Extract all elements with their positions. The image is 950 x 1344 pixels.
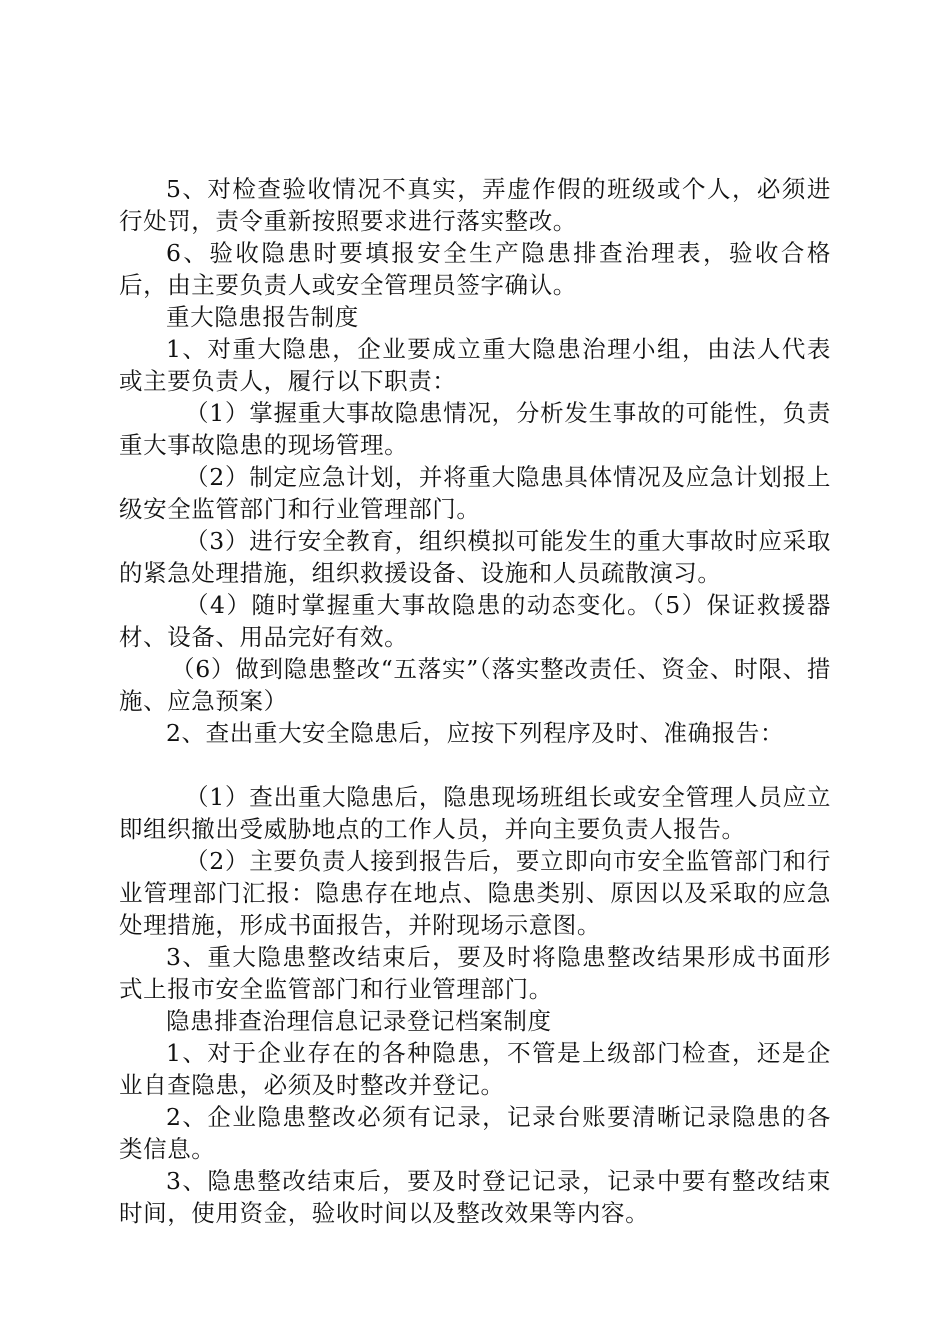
section-heading-record-archive: 隐患排查治理信息记录登记档案制度 bbox=[166, 1007, 552, 1035]
paragraph-duty-4-5: （4）随时掌握重大事故隐患的动态变化。（5）保证救援器材、设备、用品完好有效。 bbox=[119, 591, 831, 651]
paragraph-item-6: 6、验收隐患时要填报安全生产隐患排查治理表，验收合格后，由主要负责人或安全管理员签字确认。 bbox=[119, 239, 831, 299]
paragraph-record-1: 1、对于企业存在的各种隐患，不管是上级部门检查，还是企业自查隐患，必须及时整改并登记。 bbox=[119, 1039, 831, 1099]
paragraph-duty-1: （1）掌握重大事故隐患情况，分析发生事故的可能性，负责重大事故隐患的现场管理。 bbox=[119, 399, 831, 459]
document-body bbox=[119, 173, 831, 1229]
paragraph-item-5: 5、对检查验收情况不真实，弄虚作假的班级或个人，必须进行处罚，责令重新按照要求进行落实整改。 bbox=[119, 175, 831, 235]
paragraph-major-hazard-2: 2、查出重大安全隐患后，应按下列程序及时、准确报告： bbox=[166, 719, 785, 747]
paragraph-duty-2: （2）制定应急计划，并将重大隐患具体情况及应急计划报上级安全监管部门和行业管理部门。 bbox=[119, 463, 831, 523]
paragraph-duty-3: （3）进行安全教育，组织模拟可能发生的重大事故时应采取的紧急处理措施，组织救援设备、设施和人员疏散演习。 bbox=[119, 527, 831, 587]
paragraph-record-2: 2、企业隐患整改必须有记录，记录台账要清晰记录隐患的各类信息。 bbox=[119, 1103, 831, 1163]
paragraph-record-3: 3、隐患整改结束后，要及时登记记录，记录中要有整改结束时间，使用资金，验收时间以及整改效果等内容。 bbox=[119, 1167, 831, 1227]
blank-line bbox=[119, 749, 831, 781]
paragraph-major-hazard-1: 1、对重大隐患，企业要成立重大隐患治理小组，由法人代表或主要负责人，履行以下职责： bbox=[119, 335, 831, 395]
paragraph-report-step-1: （1）查出重大隐患后，隐患现场班组长或安全管理人员应立即组织撤出受威胁地点的工作人员，并向主要负责人报告。 bbox=[119, 783, 831, 843]
paragraph-duty-6: （6）做到隐患整改“五落实”（落实整改责任、资金、时限、措施、应急预案） bbox=[119, 655, 831, 715]
section-heading-major-hazard-report: 重大隐患报告制度 bbox=[166, 303, 359, 331]
paragraph-major-hazard-3: 3、重大隐患整改结束后，要及时将隐患整改结果形成书面形式上报市安全监管部门和行业管理部门。 bbox=[119, 943, 831, 1003]
paragraph-report-step-2: （2）主要负责人接到报告后，要立即向市安全监管部门和行业管理部门汇报：隐患存在地点、隐患类别、原因以及采取的应急处理措施，形成书面报告，并附现场示意图。 bbox=[119, 847, 831, 939]
